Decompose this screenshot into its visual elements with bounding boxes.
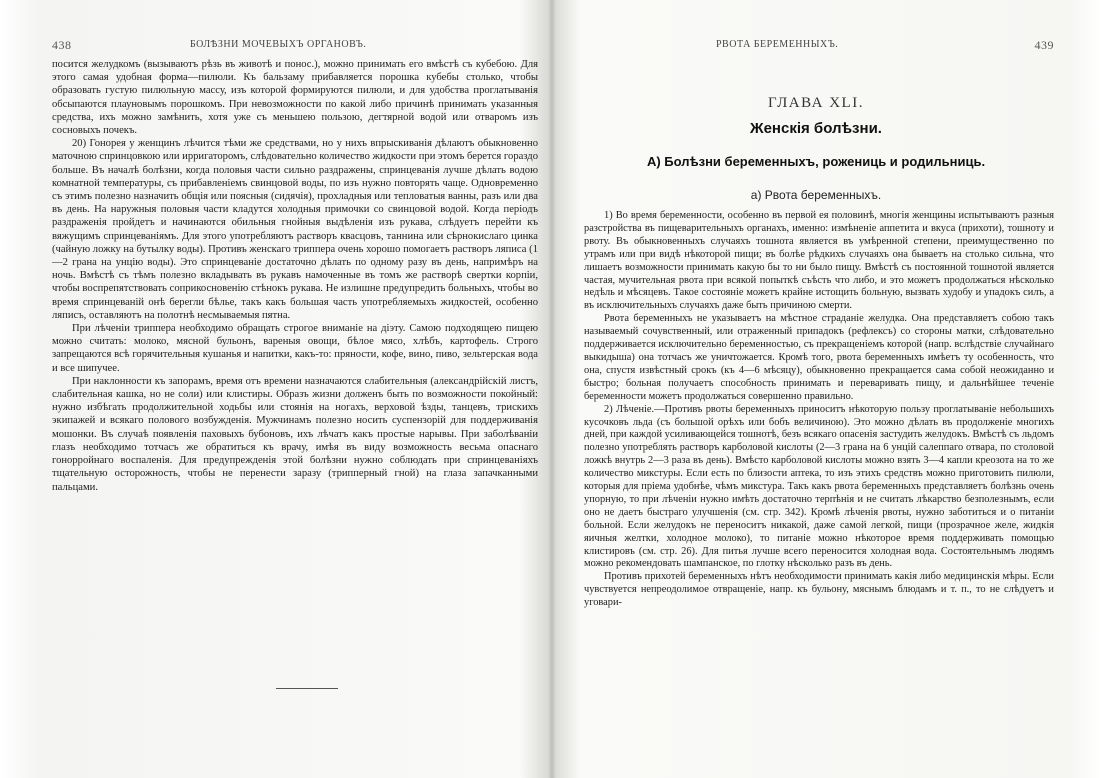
paragraph: При наклонности къ запорамъ, время отъ времени назначаются слабительныя (александрійскій листъ, слабительная кашка, но не соли) или клистиры. Образъ жизни долженъ быть по возможности покойный: нужно избѣгать продолжительной ходьбы или стоянія на ногахъ, верховой ѣзды, танцевъ, трискихъ экипажей и всякаго полового возбужденія. Мужчинамъ полезно носить суспензорій для поддерживанія мошонки. Въ случаѣ появленія паховыхъ бубоновъ, ихъ лѣчатъ какъ простые нарывы. При заболѣваніи глазъ необходимо тотчасъ же обратиться къ врачу, имѣя въ виду возможность весьма опаснаго гонорройнаго воспаленія. Для предупрежденія этой болѣзни нужно соблюдать при спринцеваніяхъ тщательную осторожность, чтобы не перенести заразу (трипперный гной) на глаза запачканными пальцами. bbox=[52, 375, 538, 493]
running-head-title-right: РВОТА БЕРЕМЕННЫХЪ. bbox=[716, 39, 839, 50]
paragraph: Рвота беременныхъ не указываетъ на мѣстное страданіе желудка. Она представляетъ собою такъ называемый сочувственный, или отраженный припадокъ (рефлексъ) со стороны матки, слѣдовательно поддерживается исключительно беременностью, съ прекращеніемъ которой (напр. вслѣдствіе случайнаго выкидыша) она тотчасъ же уничтожается. Кромѣ того, рвота беременныхъ имѣетъ ту особенность, что она, спустя извѣстный срокъ (къ 4—6 мѣсяцу), обыкновенно прекращается сама собой неожиданно и быстро; больная получаетъ способность принимать и переваривать пищу, и дальнѣйшее теченіе беременности можетъ продолжаться совершенно правильно. bbox=[584, 313, 1054, 402]
paragraph: 1) Во время беременности, особенно въ первой ея половинѣ, многія женщины испытываютъ разныя разстройства въ пищеварительныхъ органахъ, именно: измѣненіе аппетита и вкуса (прихоти), тошноту и рвоту. Въ обыкновенныхъ случаяхъ тошнота является въ умѣренной степени, преимущественно по утрамъ или при видѣ нѣкоторой пищи; въ болѣе рѣдкихъ случаяхъ она бываетъ на столько сильна, что лишаетъ возможности принимать какую бы то ни было пищу. Вмѣстѣ съ постоянной тошнотой является частая, мучительная рвота при всякой попыткѣ съѣсть что либо, и это можетъ продолжаться нѣсколько недѣль и мѣсяцевъ. Такое состояніе можетъ крайне истощить больную, вызвать худобу и упадокъ силъ, а въ исключительныхъ случаяхъ даже быть причиною смерти. bbox=[584, 210, 1054, 312]
page-number-right: 439 bbox=[1034, 38, 1054, 52]
sub2-title: а) Рвота беременныхъ. bbox=[750, 188, 882, 202]
running-head-title-left: БОЛѢЗНИ МОЧЕВЫХЪ ОРГАНОВЪ. bbox=[190, 39, 367, 50]
paragraph: посится желудкомъ (вызываютъ рѣзь въ животѣ и понос.), можно принимать его вмѣстѣ съ кубебою. Для этого самая удобная форма—пилюли. Къ бальзаму прибавляется порошка кубебы столько, чтобы образовать густую пилюльную массу, изъ которой формируются пилюли, и для удобства проглатыванія обсыпаются плауновымъ порошкомъ. При невозможности по какой либо причинѣ принимать указанныя средства, ихъ можно замѣнить, хотя уже съ меньшею пользою, дегтярной водой или отваромъ изъ сосновыхъ почекъ. bbox=[52, 59, 538, 137]
subsection-title: А) Болѣзни беременныхъ, рожениць и родильниць. bbox=[646, 154, 986, 169]
paragraph: Противъ прихотей беременныхъ нѣтъ необходимости принимать какія либо медицинскія мѣры. Если чувствуется непреодолимое отвращеніе, напр. къ бульону, мяснымъ блюдамъ и т. п., то не слѣдуетъ и уговари- bbox=[584, 571, 1054, 609]
left-page bbox=[38, 0, 546, 778]
running-head-right bbox=[566, 38, 1066, 54]
running-head-left bbox=[38, 38, 546, 54]
right-page bbox=[566, 0, 1066, 778]
right-page-text bbox=[584, 210, 1054, 610]
section-title: Женскія болѣзни. bbox=[750, 120, 882, 137]
left-page-text bbox=[52, 58, 538, 494]
paragraph: При лѣченіи триппера необходимо обращать строгое вниманіе на діэту. Самою подходящею пищею можно считать: молоко, мясной бульонъ, вареныя овощи, бѣлое мясо, хлѣбъ, картофель. Строго запрещаются всѣ горячительныя кушанья и напитки, какъ-то: пряности, кофе, вино, пиво, зельтерская вода и все шипучее. bbox=[52, 323, 538, 374]
end-rule bbox=[276, 688, 338, 689]
paragraph: 2) Лѣченіе.—Противъ рвоты беременныхъ приноситъ нѣкоторую пользу проглатываніе небольшихъ кусочковъ льда (съ большой орѣхъ или бобъ величиною). Это можно дѣлать въ продолженіе многихъ дней, при каждой усиливающейся тошнотѣ, безъ всякаго опасенія застудить желудокъ. Вмѣстѣ съ льдомъ полезно употреблять растворъ карболовой кислоты (2—3 грана на 6 унцій салеппаго отвара, по столовой ложкѣ внутрь 2—3 раза въ день). Вмѣсто карболовой кислоты можно взять 3—4 капли креозота на то же количество микстуры. Если есть по близости аптека, то изъ этихъ средствъ можно приготовить пилюли, которыя для пріема удобнѣе, чѣмъ микстура. Такъ какъ рвота беременныхъ представляетъ болѣзнь очень упорную, то при лѣченіи нужно имѣть достаточно терпѣнія и не считать лѣкарство безполезнымъ, если оно не даетъ быстраго улучшенія (см. стр. 342). Кромѣ лѣченія рвоты, нужно заботиться и о питаніи больной. Если желудокъ не переноситъ никакой, даже самой легкой, пищи (прозрачное желе, жидкія яичныя желтки, холодное молоко), то питаніе можно нѣкоторое время поддерживать помощью клистировъ (см. стр. 26). Для питья лучше всего переносится холодная вода. Состоятельнымъ людямъ можно рекомендовать шампанское, по глотку нѣсколько разъ въ день. bbox=[584, 403, 1054, 570]
chapter-title: ГЛАВА XLI. bbox=[768, 95, 864, 111]
page-number-left: 438 bbox=[52, 38, 72, 52]
paragraph: 20) Гонорея у женщинъ лѣчится тѣми же средствами, но у нихъ впрыскиванія дѣлаютъ обыкновенно маточною спринцовкою или ирригаторомъ, слѣдовательно количество жидкости при этомъ берется гораздо больше. Въ началѣ болѣзни, когда половыя части сильно раздражены, спринцеванія лучше дѣлать водою комнатной температуры, съ прибавленіемъ свинцовой воды, по изъ нужно повторять чаще. Одновременно съ этимъ полезно назначить общія или поясныя (сидячія), прохладныя или тепловатыя ванны, разъ или два въ день. На наружныя половыя части кладутся холодныя примочки со свинцовой водой. Когда періодъ раздраженія пройдетъ и начинаются обильныя гнойныя выдѣленія изъ рукава, слѣдуетъ перейти къ вяжущимъ спринцеваніямъ. Для этого употребляютъ растворъ квасцовъ, таннина или сѣрнокислаго цинка (чайную ложку на бутылку воды). Противъ женскаго триппера очень хорошо помогаетъ растворъ ляписа (1—2 грана на унцію воды). Это спринцеваніе достаточно дѣлать по одному разу въ день, напримѣръ на ночь. Вмѣстѣ съ тѣмъ полезно вкладывать въ рукавъ намоченные въ томъ же растворѣ свертки корпіи, чтобы воспрепятствовать соприкосновенію стѣнокъ рукава. Не излишне предупредить больныхъ, чтобы во время спринцеваній онѣ берегли бѣлье, такъ какъ большая часть употребляемыхъ жидкостей, особенно ляписъ, оставляютъ на полотнѣ несмываемыя пятна. bbox=[52, 138, 538, 321]
